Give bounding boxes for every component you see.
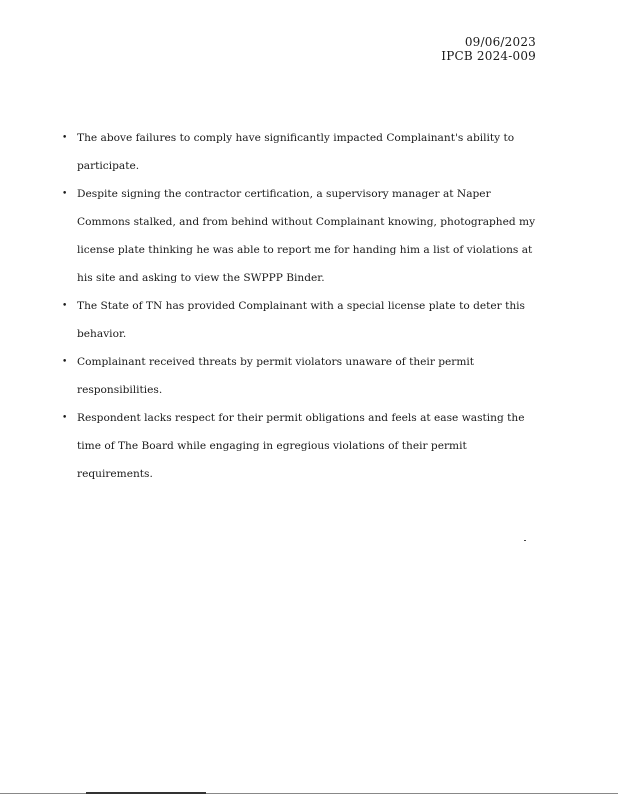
document-header: [441, 35, 536, 63]
header-date: 09/06/2023: [464, 35, 536, 49]
bullet-icon: •: [62, 357, 68, 367]
bullet-item: [62, 124, 542, 180]
bullet-text: The State of TN has provided Complainant with a special license plate to deter this behavior.: [77, 300, 525, 340]
bullet-text: Despite signing the contractor certification, a supervisory manager at Naper Commons stalked, and from behind without Complainant knowing, photographed my license plate thinking he was able to report me for handing him a list of violations at his site and asking to view the SWPPP Binder.: [77, 188, 536, 284]
bullet-item: [62, 180, 542, 292]
bullet-item: [62, 348, 542, 404]
header-case-number: IPCB 2024-009: [441, 49, 536, 63]
bullet-item: [62, 404, 542, 488]
bullet-item: [62, 292, 542, 348]
bullet-text: Complainant received threats by permit violators unaware of their permit responsibilities.: [77, 356, 475, 396]
bullet-icon: •: [62, 301, 68, 311]
bullet-text: The above failures to comply have significantly impacted Complainant's ability to participate.: [77, 132, 515, 172]
scan-artifact: [524, 540, 526, 541]
bullet-icon: •: [62, 413, 68, 423]
bullet-icon: •: [62, 189, 68, 199]
bullet-text: Respondent lacks respect for their permit obligations and feels at ease wasting the time of The Board while engaging in egregious violations of their permit requirements.: [77, 412, 525, 480]
bullet-list: [62, 124, 542, 488]
bullet-icon: •: [62, 133, 68, 143]
footer-rule-thick: [86, 792, 206, 794]
